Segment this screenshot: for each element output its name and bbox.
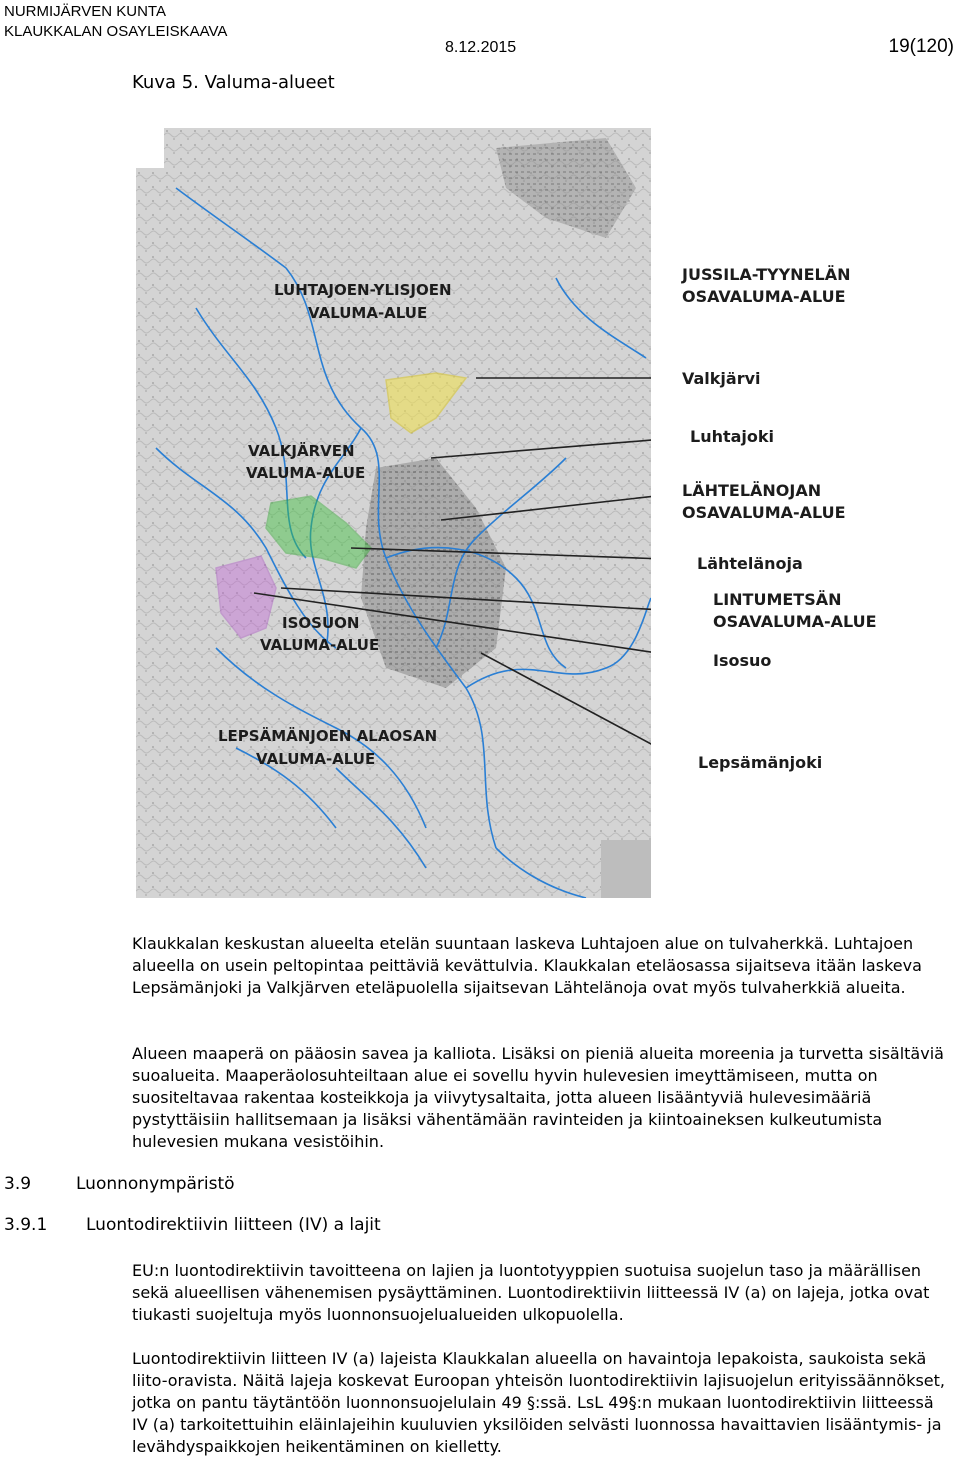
plan-name: KLAUKKALAN OSAYLEISKAAVA (4, 23, 228, 40)
page-number: 19(120) (888, 36, 954, 57)
label-valkjarven-2: VALUMA-ALUE (246, 464, 366, 482)
legend-lepsamanjoki: Lepsämänjoki (698, 753, 823, 772)
legend-jussila-1: JUSSILA-TYYNELÄN (682, 265, 851, 284)
paragraph-flooding: Klaukkalan keskustan alueelta etelän suuntaan laskeva Luhtajoen alue on tulvaherkkä. Luhtajoen alueella on usein peltopintaa peittäviä kevättulvia. Klaukkalan eteläosassa sijaitseva itään laskeva Lepsämänjoki ja Valkjärven eteläpuolella sijaitsevan Lähtelänoja ovat myös tulvaherkkiä alueita. (132, 934, 922, 997)
section-heading (4, 1174, 235, 1194)
label-valkjarven-1: VALKJÄRVEN (248, 442, 355, 460)
org-name: NURMIJÄRVEN KUNTA (4, 3, 166, 20)
subsection-heading (4, 1215, 381, 1235)
legend-luhtajoki: Luhtajoki (690, 427, 775, 446)
label-isosuon-1: ISOSUON (282, 614, 360, 632)
paragraph-eu-directive: EU:n luontodirektiivin tavoitteena on lajien ja luontotyyppien suotuisa suojelun taso ja määrällisen sekä alueellisen vähenemisen pysäyttäminen. Luontodirektiivin liitteessä IV (a) on lajeja, jotka ovat tiukasti suojeltuja myös luonnonsuojelualueiden ulkopuolella. (132, 1261, 930, 1324)
legend-lintumetsan-1: LINTUMETSÄN (713, 590, 842, 609)
catchment-map (136, 128, 651, 898)
subsection-title: Luontodirektiivin liitteen (IV) a lajit (86, 1215, 381, 1235)
header-date: 8.12.2015 (445, 39, 517, 56)
legend-lahtelanojan-2: OSAVALUMA-ALUE (682, 503, 846, 522)
legend-valkjarvi: Valkjärvi (682, 369, 761, 388)
label-luhtajoen-1: LUHTAJOEN-YLISJOEN (274, 281, 452, 299)
map-corner-blank-bottom (601, 840, 651, 898)
legend-jussila-2: OSAVALUMA-ALUE (682, 287, 846, 306)
header-org (4, 2, 227, 42)
section-number: 3.9 (4, 1174, 32, 1194)
paragraph-soil: Alueen maaperä on pääosin savea ja kalliota. Lisäksi on pieniä alueita moreenia ja turvetta sisältäviä suoalueita. Maaperäolosuhteiltaan alue ei sovellu hyvin hulevesien imeyttämiseen, mutta on suositeltavaa rakentaa kosteikkoja ja viivytysaltaita, jotta alueen lisääntyviä hulevesimääriä pystyttäisiin hallitsemaan ja lisäksi vähentämään ravinteiden ja kiintoaineksen kulkeutumista hulevesien mukana vesistöihin. (132, 1044, 944, 1151)
subsection-number: 3.9.1 (4, 1215, 48, 1235)
legend-lahtelanojan-1: LÄHTELÄNOJAN (682, 481, 822, 500)
legend-lahtelanoja: Lähtelänoja (697, 554, 803, 573)
figure-caption: Kuva 5. Valuma-alueet (132, 72, 335, 93)
map-corner-blank-top (136, 128, 164, 168)
legend-lintumetsan-2: OSAVALUMA-ALUE (713, 612, 877, 631)
label-lepsamanjoen-2: VALUMA-ALUE (256, 750, 376, 768)
label-luhtajoen-2: VALUMA-ALUE (308, 304, 428, 322)
paragraph-species: Luontodirektiivin liitteen IV (a) lajeista Klaukkalan alueella on havaintoja lepakoista, saukoista sekä liito-oravista. Näitä lajeja koskevat Euroopan yhteisön luontodirektiivin lajisuojelun erityissäännökset, jotka on pantu täytäntöön luonnonsuojelulain 49 §:ssä. LsL 49§:n mukaan luontodirektiivin liitteessä IV (a) tarkoitettuihin eläinlajeihin kuuluvien yksilöiden selvästi luonnossa havaittavien lisääntymis- ja levähdyspaikkojen heikentäminen on kielletty. (132, 1349, 945, 1456)
label-lepsamanjoen-1: LEPSÄMÄNJOEN ALAOSAN (218, 727, 438, 745)
section-title: Luonnonympäristö (76, 1174, 235, 1194)
label-isosuon-2: VALUMA-ALUE (260, 636, 380, 654)
legend-isosuo: Isosuo (713, 651, 772, 670)
